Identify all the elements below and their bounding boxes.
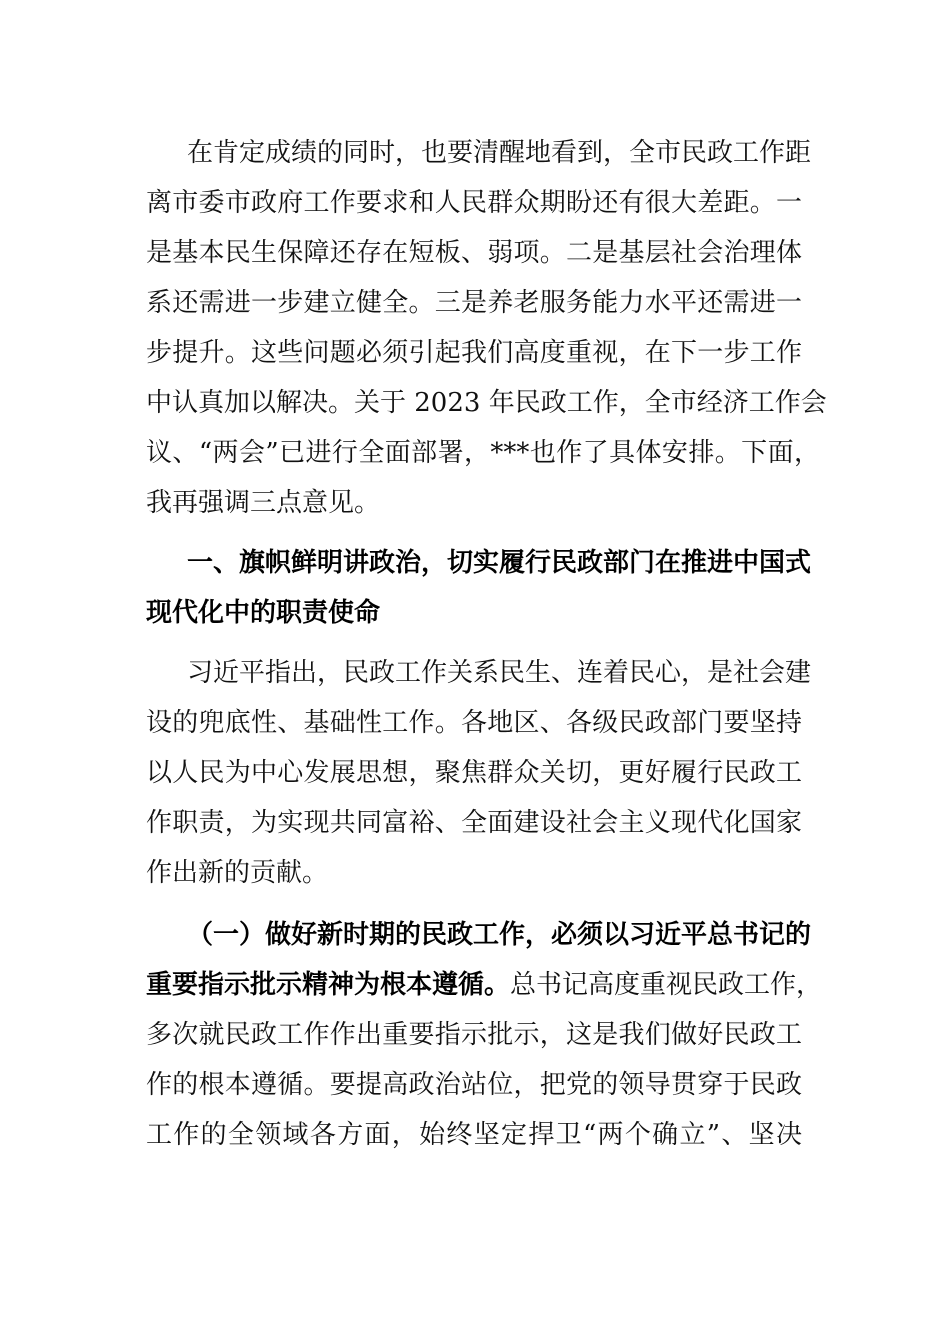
paragraph-1-line-7: 议、“两会”已进行全面部署，***也作了具体安排。下面， bbox=[146, 438, 820, 468]
subsection-heading-1-continuation: 重要指示批示精神为根本遵循。 bbox=[146, 970, 511, 1000]
subsection-heading-1: （一）做好新时期的民政工作，必须以习近平总书记的 bbox=[187, 920, 812, 950]
paragraph-1-line-3: 是基本民生保障还存在短板、弱项。二是基层社会治理体 bbox=[146, 238, 802, 268]
paragraph-1-line-4: 系还需进一步建立健全。三是养老服务能力水平还需进一 bbox=[146, 288, 802, 318]
paragraph-3-line-2-text: 总书记高度重视民政工作， bbox=[510, 970, 823, 1000]
paragraph-2-line-1: 习近平指出，民政工作关系民生、连着民心，是社会建 bbox=[187, 658, 812, 688]
paragraph-1-line-6: 中认真加以解决。关于 2023 年民政工作，全市经济工作会 bbox=[146, 388, 827, 418]
paragraph-2-line-2: 设的兜底性、基础性工作。各地区、各级民政部门要坚持 bbox=[146, 708, 802, 738]
paragraph-1-line-8: 我再强调三点意见。 bbox=[146, 488, 381, 518]
paragraph-1-line-5: 步提升。这些问题必须引起我们高度重视，在下一步工作 bbox=[146, 338, 802, 368]
section-heading-1-line-1: 一、旗帜鲜明讲政治，切实履行民政部门在推进中国式 bbox=[187, 548, 812, 578]
paragraph-3-line-5: 工作的全领域各方面，始终坚定捍卫“两个确立”、坚决 bbox=[146, 1120, 802, 1150]
paragraph-3-line-4: 作的根本遵循。要提高政治站位，把党的领导贯穿于民政 bbox=[146, 1070, 802, 1100]
paragraph-2-line-5: 作出新的贡献。 bbox=[146, 858, 329, 888]
paragraph-2-line-3: 以人民为中心发展思想，聚焦群众关切，更好履行民政工 bbox=[146, 758, 802, 788]
paragraph-1-line-1: 在肯定成绩的同时，也要清醒地看到，全市民政工作距 bbox=[187, 138, 812, 168]
section-heading-1-line-2: 现代化中的职责使命 bbox=[146, 598, 381, 628]
paragraph-3-line-3: 多次就民政工作作出重要指示批示，这是我们做好民政工 bbox=[146, 1020, 802, 1050]
paragraph-2-line-4: 作职责，为实现共同富裕、全面建设社会主义现代化国家 bbox=[146, 808, 802, 838]
paragraph-1-line-2: 离市委市政府工作要求和人民群众期盼还有很大差距。一 bbox=[146, 188, 802, 218]
paragraph-3-line-2 bbox=[146, 968, 823, 1002]
